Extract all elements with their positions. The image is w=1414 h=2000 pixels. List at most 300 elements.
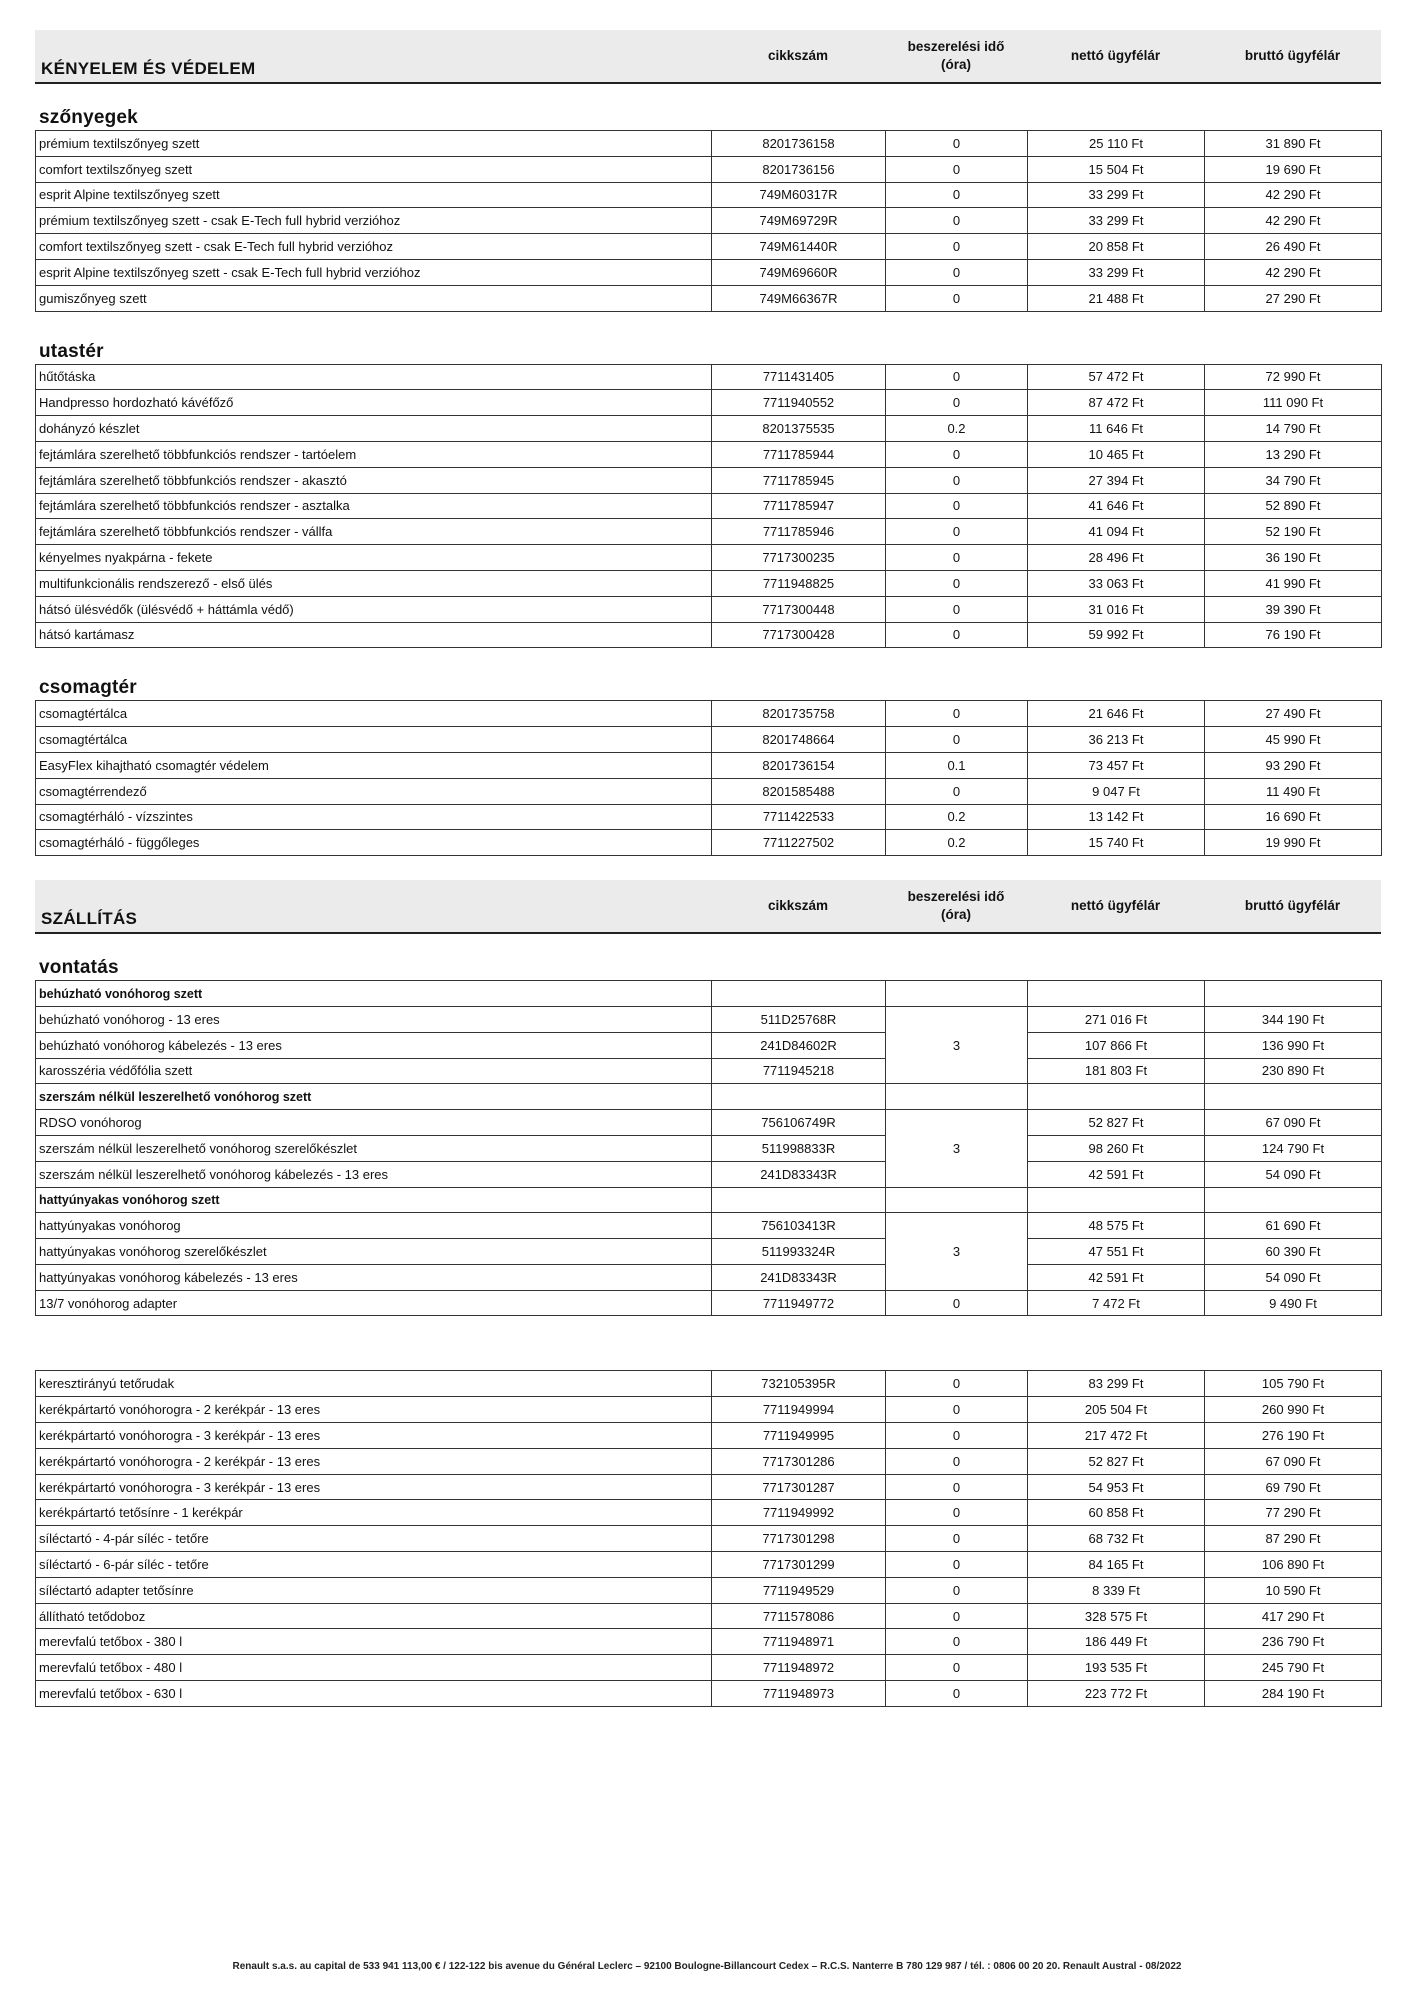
item-name-cell: gumiszőnyeg szett	[36, 285, 712, 311]
gross-price-cell: 16 690 Ft	[1205, 804, 1382, 830]
table-row	[36, 1371, 1382, 1397]
item-name-cell: fejtámlára szerelhető többfunkciós rendszer - akasztó	[36, 467, 712, 493]
net-price-cell: 41 094 Ft	[1028, 519, 1205, 545]
table-row	[36, 156, 1382, 182]
gross-price-cell: 14 790 Ft	[1205, 416, 1382, 442]
part-number-cell: 8201736158	[712, 131, 886, 157]
table-row	[36, 234, 1382, 260]
item-name-cell: hattyúnyakas vonóhorog	[36, 1213, 712, 1239]
item-name-cell: comfort textilszőnyeg szett - csak E-Tech full hybrid verzióhoz	[36, 234, 712, 260]
part-number-cell: 7711785947	[712, 493, 886, 519]
net-price-cell: 223 772 Ft	[1028, 1681, 1205, 1707]
price-table-interior	[35, 364, 1382, 649]
part-number-cell: 7717301299	[712, 1552, 886, 1578]
install-time-cell: 0	[886, 1474, 1028, 1500]
net-price-cell: 21 488 Ft	[1028, 285, 1205, 311]
price-list-page	[35, 30, 1381, 1735]
net-price-cell: 83 299 Ft	[1028, 1371, 1205, 1397]
net-price-cell: 48 575 Ft	[1028, 1213, 1205, 1239]
category-title: vontatás	[39, 957, 119, 979]
item-name-cell: EasyFlex kihajtható csomagtér védelem	[36, 752, 712, 778]
part-number-cell: 749M61440R	[712, 234, 886, 260]
item-name-cell: 13/7 vonóhorog adapter	[36, 1290, 712, 1316]
table-row	[36, 1655, 1382, 1681]
install-time-cell: 0.2	[886, 830, 1028, 856]
table-row	[36, 208, 1382, 234]
net-price-cell: 36 213 Ft	[1028, 727, 1205, 753]
column-header-code: cikkszám	[767, 48, 829, 63]
table-row	[36, 622, 1382, 648]
install-time-cell: 0	[886, 1371, 1028, 1397]
net-price-cell: 33 299 Ft	[1028, 182, 1205, 208]
item-name-cell: dohányzó készlet	[36, 416, 712, 442]
part-number-cell: 8201375535	[712, 416, 886, 442]
empty-cell	[1028, 981, 1205, 1007]
install-time-cell: 0.2	[886, 416, 1028, 442]
net-price-cell: 8 339 Ft	[1028, 1577, 1205, 1603]
table-row	[36, 182, 1382, 208]
table-row	[36, 596, 1382, 622]
table-row	[36, 390, 1382, 416]
gross-price-cell: 417 290 Ft	[1205, 1603, 1382, 1629]
part-number-cell: 7711227502	[712, 830, 886, 856]
install-time-cell: 0	[886, 1423, 1028, 1449]
footer-legal-text: Renault s.a.s. au capital de 533 941 113,00 € / 122-122 bis avenue du Général Leclerc – 92100 Boulogne-Billancourt Cedex – R.C.S. Nanterre B 780 129 987 / tél. : 0806 00 20 20. Renault Austral - 08/2022	[232, 1961, 1182, 1972]
install-time-cell: 0	[886, 596, 1028, 622]
item-name-cell: csomagtértálca	[36, 727, 712, 753]
column-header-gross-price: bruttó ügyfélár	[1244, 898, 1341, 914]
gross-price-cell: 67 090 Ft	[1205, 1448, 1382, 1474]
part-number-cell: 7711949994	[712, 1397, 886, 1423]
group-title-cell: hattyúnyakas vonóhorog szett	[36, 1187, 712, 1213]
install-time-cell: 0	[886, 1681, 1028, 1707]
part-number-cell: 7711949995	[712, 1423, 886, 1449]
category-title: utastér	[39, 340, 104, 362]
item-name-cell: hattyúnyakas vonóhorog kábelezés - 13 eres	[36, 1264, 712, 1290]
net-price-cell: 15 504 Ft	[1028, 156, 1205, 182]
part-number-cell: 7711948973	[712, 1681, 886, 1707]
part-number-cell: 7711949992	[712, 1500, 886, 1526]
net-price-cell: 84 165 Ft	[1028, 1552, 1205, 1578]
table-row	[36, 1161, 1382, 1187]
gross-price-cell: 11 490 Ft	[1205, 778, 1382, 804]
install-time-cell: 0	[886, 1629, 1028, 1655]
table-row	[36, 493, 1382, 519]
part-number-cell: 7711949529	[712, 1577, 886, 1603]
install-time-cell: 0	[886, 441, 1028, 467]
table-row	[36, 1423, 1382, 1449]
net-price-cell: 28 496 Ft	[1028, 545, 1205, 571]
install-time-cell: 0	[886, 1397, 1028, 1423]
table-row	[36, 778, 1382, 804]
gross-price-cell: 284 190 Ft	[1205, 1681, 1382, 1707]
net-price-cell: 181 803 Ft	[1028, 1058, 1205, 1084]
part-number-cell: 7717300235	[712, 545, 886, 571]
table-row	[36, 1500, 1382, 1526]
net-price-cell: 33 299 Ft	[1028, 259, 1205, 285]
net-price-cell: 87 472 Ft	[1028, 390, 1205, 416]
item-name-cell: merevfalú tetőbox - 380 l	[36, 1629, 712, 1655]
group-header-row	[36, 1084, 1382, 1110]
table-row	[36, 1474, 1382, 1500]
gross-price-cell: 34 790 Ft	[1205, 467, 1382, 493]
item-name-cell: merevfalú tetőbox - 630 l	[36, 1681, 712, 1707]
net-price-cell: 33 299 Ft	[1028, 208, 1205, 234]
net-price-cell: 186 449 Ft	[1028, 1629, 1205, 1655]
item-name-cell: síléctartó adapter tetősínre	[36, 1577, 712, 1603]
install-time-cell: 0	[886, 182, 1028, 208]
table-row	[36, 1448, 1382, 1474]
net-price-cell: 73 457 Ft	[1028, 752, 1205, 778]
table-row	[36, 1629, 1382, 1655]
table-row	[36, 1213, 1382, 1239]
gross-price-cell: 27 290 Ft	[1205, 285, 1382, 311]
part-number-cell: 7717300448	[712, 596, 886, 622]
price-table-roof-carriers	[35, 1370, 1382, 1706]
group-header-row	[36, 1187, 1382, 1213]
empty-cell	[1205, 981, 1382, 1007]
table-row	[36, 1006, 1382, 1032]
net-price-cell: 107 866 Ft	[1028, 1032, 1205, 1058]
item-name-cell: fejtámlára szerelhető többfunkciós rendszer - asztalka	[36, 493, 712, 519]
install-time-cell: 0	[886, 1290, 1028, 1316]
item-name-cell: fejtámlára szerelhető többfunkciós rendszer - tartóelem	[36, 441, 712, 467]
item-name-cell: merevfalú tetőbox - 480 l	[36, 1655, 712, 1681]
install-time-cell: 3	[886, 1110, 1028, 1187]
install-time-cell: 0	[886, 285, 1028, 311]
gross-price-cell: 36 190 Ft	[1205, 545, 1382, 571]
gross-price-cell: 42 290 Ft	[1205, 259, 1382, 285]
empty-cell	[1028, 1187, 1205, 1213]
part-number-cell: 7711948825	[712, 570, 886, 596]
item-name-cell: kerékpártartó vonóhorogra - 2 kerékpár - 13 eres	[36, 1397, 712, 1423]
gross-price-cell: 19 990 Ft	[1205, 830, 1382, 856]
item-name-cell: síléctartó - 4-pár síléc - tetőre	[36, 1526, 712, 1552]
net-price-cell: 27 394 Ft	[1028, 467, 1205, 493]
item-name-cell: csomagtérháló - függőleges	[36, 830, 712, 856]
install-time-cell: 0	[886, 1448, 1028, 1474]
table-row	[36, 1239, 1382, 1265]
table-row	[36, 752, 1382, 778]
gross-price-cell: 69 790 Ft	[1205, 1474, 1382, 1500]
part-number-cell: 7711785946	[712, 519, 886, 545]
item-name-cell: kerékpártartó vonóhorogra - 2 kerékpár - 13 eres	[36, 1448, 712, 1474]
net-price-cell: 98 260 Ft	[1028, 1135, 1205, 1161]
part-number-cell: 8201736154	[712, 752, 886, 778]
item-name-cell: esprit Alpine textilszőnyeg szett	[36, 182, 712, 208]
gross-price-cell: 27 490 Ft	[1205, 701, 1382, 727]
net-price-cell: 52 827 Ft	[1028, 1110, 1205, 1136]
part-number-cell: 749M69660R	[712, 259, 886, 285]
install-time-cell: 0	[886, 1603, 1028, 1629]
part-number-cell: 7711940552	[712, 390, 886, 416]
part-number-cell: 8201735758	[712, 701, 886, 727]
part-number-cell: 7711949772	[712, 1290, 886, 1316]
install-time-cell: 0	[886, 778, 1028, 804]
table-row	[36, 1603, 1382, 1629]
item-name-cell: kerékpártartó tetősínre - 1 kerékpár	[36, 1500, 712, 1526]
table-row	[36, 1397, 1382, 1423]
install-time-cell: 0	[886, 1577, 1028, 1603]
gross-price-cell: 19 690 Ft	[1205, 156, 1382, 182]
gross-price-cell: 344 190 Ft	[1205, 1006, 1382, 1032]
table-row	[36, 1577, 1382, 1603]
gross-price-cell: 260 990 Ft	[1205, 1397, 1382, 1423]
category-title: szőnyegek	[39, 107, 138, 128]
item-name-cell: csomagtérháló - vízszintes	[36, 804, 712, 830]
table-row	[36, 416, 1382, 442]
part-number-cell: 7711431405	[712, 364, 886, 390]
gross-price-cell: 245 790 Ft	[1205, 1655, 1382, 1681]
group-header-row	[36, 981, 1382, 1007]
net-price-cell: 68 732 Ft	[1028, 1526, 1205, 1552]
net-price-cell: 193 535 Ft	[1028, 1655, 1205, 1681]
part-number-cell: 241D84602R	[712, 1032, 886, 1058]
install-time-cell: 0	[886, 208, 1028, 234]
empty-cell	[712, 981, 886, 1007]
column-header-gross-price: bruttó ügyfélár	[1244, 48, 1341, 63]
install-time-cell: 0	[886, 131, 1028, 157]
table-row	[36, 441, 1382, 467]
gross-price-cell: 42 290 Ft	[1205, 182, 1382, 208]
item-name-cell: behúzható vonóhorog kábelezés - 13 eres	[36, 1032, 712, 1058]
install-time-cell: 0	[886, 493, 1028, 519]
net-price-cell: 10 465 Ft	[1028, 441, 1205, 467]
install-time-cell: 0	[886, 519, 1028, 545]
install-time-cell: 0	[886, 622, 1028, 648]
table-row	[36, 364, 1382, 390]
part-number-cell: 241D83343R	[712, 1161, 886, 1187]
table-row	[36, 1135, 1382, 1161]
part-number-cell: 7717301298	[712, 1526, 886, 1552]
table-row	[36, 545, 1382, 571]
net-price-cell: 41 646 Ft	[1028, 493, 1205, 519]
item-name-cell: prémium textilszőnyeg szett	[36, 131, 712, 157]
gross-price-cell: 41 990 Ft	[1205, 570, 1382, 596]
empty-cell	[886, 1084, 1028, 1110]
gross-price-cell: 45 990 Ft	[1205, 727, 1382, 753]
gross-price-cell: 276 190 Ft	[1205, 1423, 1382, 1449]
net-price-cell: 15 740 Ft	[1028, 830, 1205, 856]
install-time-cell: 0	[886, 1655, 1028, 1681]
gross-price-cell: 111 090 Ft	[1205, 390, 1382, 416]
empty-cell	[1205, 1187, 1382, 1213]
item-name-cell: csomagtérrendező	[36, 778, 712, 804]
net-price-cell: 60 858 Ft	[1028, 1500, 1205, 1526]
net-price-cell: 271 016 Ft	[1028, 1006, 1205, 1032]
gross-price-cell: 230 890 Ft	[1205, 1058, 1382, 1084]
gross-price-cell: 67 090 Ft	[1205, 1110, 1382, 1136]
table-row	[36, 1110, 1382, 1136]
net-price-cell: 52 827 Ft	[1028, 1448, 1205, 1474]
column-header-install-time: beszerelési idő (óra)	[907, 889, 1005, 923]
table-row	[36, 701, 1382, 727]
part-number-cell: 7717301286	[712, 1448, 886, 1474]
gross-price-cell: 31 890 Ft	[1205, 131, 1382, 157]
part-number-cell: 8201585488	[712, 778, 886, 804]
item-name-cell: szerszám nélkül leszerelhető vonóhorog kábelezés - 13 eres	[36, 1161, 712, 1187]
table-row	[36, 1526, 1382, 1552]
gross-price-cell: 26 490 Ft	[1205, 234, 1382, 260]
net-price-cell: 42 591 Ft	[1028, 1161, 1205, 1187]
column-header-net-price: nettó ügyfélár	[1070, 48, 1161, 63]
table-row	[36, 285, 1382, 311]
part-number-cell: 8201736156	[712, 156, 886, 182]
item-name-cell: keresztirányú tetőrudak	[36, 1371, 712, 1397]
gross-price-cell: 93 290 Ft	[1205, 752, 1382, 778]
install-time-cell: 0	[886, 1500, 1028, 1526]
item-name-cell: hattyúnyakas vonóhorog szerelőkészlet	[36, 1239, 712, 1265]
gross-price-cell: 13 290 Ft	[1205, 441, 1382, 467]
net-price-cell: 33 063 Ft	[1028, 570, 1205, 596]
item-name-cell: kerékpártartó vonóhorogra - 3 kerékpár - 13 eres	[36, 1474, 712, 1500]
table-row	[36, 1032, 1382, 1058]
empty-cell	[886, 1187, 1028, 1213]
table-row	[36, 1552, 1382, 1578]
net-price-cell: 9 047 Ft	[1028, 778, 1205, 804]
gross-price-cell: 10 590 Ft	[1205, 1577, 1382, 1603]
column-header-install-time: beszerelési idő (óra)	[907, 39, 1005, 72]
item-name-cell: multifunkcionális rendszerező - első ülés	[36, 570, 712, 596]
item-name-cell: behúzható vonóhorog - 13 eres	[36, 1006, 712, 1032]
net-price-cell: 20 858 Ft	[1028, 234, 1205, 260]
item-name-cell: szerszám nélkül leszerelhető vonóhorog szerelőkészlet	[36, 1135, 712, 1161]
table-row	[36, 727, 1382, 753]
item-name-cell: kerékpártartó vonóhorogra - 3 kerékpár - 13 eres	[36, 1423, 712, 1449]
section-title: SZÁLLÍTÁS	[41, 909, 138, 929]
net-price-cell: 47 551 Ft	[1028, 1239, 1205, 1265]
gross-price-cell: 105 790 Ft	[1205, 1371, 1382, 1397]
item-name-cell: RDSO vonóhorog	[36, 1110, 712, 1136]
gross-price-cell: 236 790 Ft	[1205, 1629, 1382, 1655]
empty-cell	[712, 1084, 886, 1110]
part-number-cell: 241D83343R	[712, 1264, 886, 1290]
item-name-cell: hűtőtáska	[36, 364, 712, 390]
gross-price-cell: 61 690 Ft	[1205, 1213, 1382, 1239]
empty-cell	[1205, 1084, 1382, 1110]
install-time-cell: 0	[886, 1552, 1028, 1578]
part-number-cell: 511998833R	[712, 1135, 886, 1161]
item-name-cell: prémium textilszőnyeg szett - csak E-Tech full hybrid verzióhoz	[36, 208, 712, 234]
item-name-cell: hátsó ülésvédők (ülésvédő + háttámla védő)	[36, 596, 712, 622]
gross-price-cell: 124 790 Ft	[1205, 1135, 1382, 1161]
item-name-cell: Handpresso hordozható kávéfőző	[36, 390, 712, 416]
section-title: KÉNYELEM ÉS VÉDELEM	[41, 59, 256, 78]
table-row	[36, 1264, 1382, 1290]
column-header-code: cikkszám	[767, 898, 829, 914]
part-number-cell: 7711948971	[712, 1629, 886, 1655]
group-title-cell: behúzható vonóhorog szett	[36, 981, 712, 1007]
table-row	[36, 1290, 1382, 1316]
net-price-cell: 21 646 Ft	[1028, 701, 1205, 727]
part-number-cell: 749M60317R	[712, 182, 886, 208]
gross-price-cell: 54 090 Ft	[1205, 1161, 1382, 1187]
install-time-cell: 3	[886, 1006, 1028, 1083]
section-header-transport	[35, 880, 1381, 934]
part-number-cell: 7711948972	[712, 1655, 886, 1681]
install-time-cell: 0	[886, 545, 1028, 571]
gross-price-cell: 136 990 Ft	[1205, 1032, 1382, 1058]
install-time-cell: 0	[886, 1526, 1028, 1552]
net-price-cell: 11 646 Ft	[1028, 416, 1205, 442]
install-time-cell: 0.2	[886, 804, 1028, 830]
section-header-comfort	[35, 30, 1381, 84]
gross-price-cell: 54 090 Ft	[1205, 1264, 1382, 1290]
empty-cell	[886, 981, 1028, 1007]
gross-price-cell: 39 390 Ft	[1205, 596, 1382, 622]
item-name-cell: fejtámlára szerelhető többfunkciós rendszer - vállfa	[36, 519, 712, 545]
gross-price-cell: 72 990 Ft	[1205, 364, 1382, 390]
table-row	[36, 1058, 1382, 1084]
part-number-cell: 756103413R	[712, 1213, 886, 1239]
net-price-cell: 57 472 Ft	[1028, 364, 1205, 390]
net-price-cell: 328 575 Ft	[1028, 1603, 1205, 1629]
part-number-cell: 7711578086	[712, 1603, 886, 1629]
table-row	[36, 570, 1382, 596]
install-time-cell: 0	[886, 234, 1028, 260]
install-time-cell: 0	[886, 259, 1028, 285]
item-name-cell: comfort textilszőnyeg szett	[36, 156, 712, 182]
item-name-cell: hátsó kartámasz	[36, 622, 712, 648]
table-row	[36, 830, 1382, 856]
part-number-cell: 7711945218	[712, 1058, 886, 1084]
part-number-cell: 7711422533	[712, 804, 886, 830]
net-price-cell: 42 591 Ft	[1028, 1264, 1205, 1290]
table-row	[36, 804, 1382, 830]
net-price-cell: 217 472 Ft	[1028, 1423, 1205, 1449]
gross-price-cell: 52 190 Ft	[1205, 519, 1382, 545]
item-name-cell: karosszéria védőfólia szett	[36, 1058, 712, 1084]
install-time-cell: 0.1	[886, 752, 1028, 778]
price-table-carpets	[35, 130, 1382, 312]
item-name-cell: esprit Alpine textilszőnyeg szett - csak E-Tech full hybrid verzióhoz	[36, 259, 712, 285]
net-price-cell: 59 992 Ft	[1028, 622, 1205, 648]
spacer	[35, 1344, 1381, 1370]
install-time-cell: 0	[886, 727, 1028, 753]
table-row	[36, 1681, 1382, 1707]
table-row	[36, 259, 1382, 285]
item-name-cell: csomagtértálca	[36, 701, 712, 727]
part-number-cell: 511D25768R	[712, 1006, 886, 1032]
item-name-cell: síléctartó - 6-pár síléc - tetőre	[36, 1552, 712, 1578]
gross-price-cell: 106 890 Ft	[1205, 1552, 1382, 1578]
part-number-cell: 7717300428	[712, 622, 886, 648]
table-row	[36, 131, 1382, 157]
part-number-cell: 7711785944	[712, 441, 886, 467]
net-price-cell: 54 953 Ft	[1028, 1474, 1205, 1500]
gross-price-cell: 77 290 Ft	[1205, 1500, 1382, 1526]
part-number-cell: 7711785945	[712, 467, 886, 493]
install-time-cell: 0	[886, 570, 1028, 596]
net-price-cell: 13 142 Ft	[1028, 804, 1205, 830]
part-number-cell: 749M66367R	[712, 285, 886, 311]
group-title-cell: szerszám nélkül leszerelhető vonóhorog szett	[36, 1084, 712, 1110]
item-name-cell: kényelmes nyakpárna - fekete	[36, 545, 712, 571]
part-number-cell: 7717301287	[712, 1474, 886, 1500]
part-number-cell: 732105395R	[712, 1371, 886, 1397]
install-time-cell: 0	[886, 467, 1028, 493]
empty-cell	[712, 1187, 886, 1213]
table-row	[36, 467, 1382, 493]
install-time-cell: 0	[886, 364, 1028, 390]
install-time-cell: 0	[886, 390, 1028, 416]
column-header-net-price: nettó ügyfélár	[1070, 898, 1161, 914]
category-title: csomagtér	[39, 677, 137, 699]
item-name-cell: állítható tetődoboz	[36, 1603, 712, 1629]
install-time-cell: 3	[886, 1213, 1028, 1290]
install-time-cell: 0	[886, 156, 1028, 182]
gross-price-cell: 76 190 Ft	[1205, 622, 1382, 648]
